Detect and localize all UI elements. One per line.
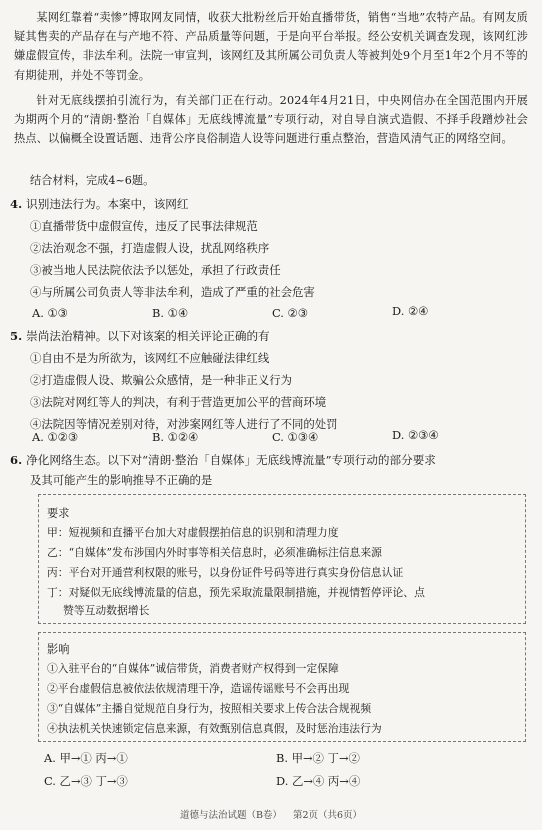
q5-item: ①自由不是为所欲为，该网红不应触碰法律红线: [30, 351, 270, 365]
question-stem-line-1: 净化网络生态。以下对“清朗·整治「自媒体」无底线博流量”专项行动的部分要求: [26, 453, 436, 467]
effect-line: ④执法机关快速锁定信息来源，有效甄别信息真假，及时惩治违法行为: [47, 722, 382, 735]
requirement-line: 丙：平台对开通营利权限的账号，以身份证件号码等进行真实身份信息认证: [47, 566, 404, 579]
q4-option-b[interactable]: B. ①④: [152, 306, 189, 320]
requirement-line-continued: 赞等互动数据增长: [63, 604, 150, 617]
q5-item: ②打造虚假人设、欺骗公众感情，是一种非正义行为: [30, 373, 292, 387]
question-stem-line-2: 及其可能产生的影响推导不正确的是: [30, 473, 213, 487]
requirement-line: 丁：对疑似无底线博流量的信息，预先采取流量限制措施，并视情暂停评论、点: [47, 586, 425, 599]
question-number: 5.: [10, 329, 23, 343]
material-paragraph-1: 某网红靠着“卖惨”博取网友同情，收获大批粉丝后开始直播带货，销售“当地”农特产品。有网友质疑其售卖的产品存在与产地不符、产品质量等问题，于是向平台举报。经公安机关调查发现，该网红涉嫌虚假宣传，非法牟利。法院一审宣判，该网红及其所属公司负责人等被判处9个月至1年2个月不等的有期徒刑，并处不等罚金。: [14, 11, 528, 82]
question-4: [10, 196, 188, 212]
q5-option-b[interactable]: B. ①②④: [152, 430, 199, 444]
q6-option-a[interactable]: A. 甲→① 丙→①: [44, 751, 128, 765]
q4-item: ①直播带货中虚假宣传，违反了民事法律规范: [30, 219, 258, 233]
q5-option-d[interactable]: D. ②③④: [392, 428, 439, 442]
footer-page-number: 第2页（共6页）: [292, 810, 363, 821]
q5-option-c[interactable]: C. ①③④: [272, 430, 319, 444]
question-stem: 崇尚法治精神。以下对该案的相关评论正确的有: [26, 329, 270, 343]
q4-item: ④与所属公司负责人等非法牟利，造成了严重的社会危害: [30, 285, 315, 299]
requirement-line: 甲：短视频和直播平台加大对虚假摆拍信息的识别和清理力度: [47, 526, 339, 539]
effect-line: ③“自媒体”主播自觉规范自身行为，按照相关要求上传合法合规视频: [47, 702, 372, 715]
q5-option-a[interactable]: A. ①②③: [32, 430, 79, 444]
q6-option-d[interactable]: D. 乙→④ 丙→④: [276, 774, 361, 788]
q5-item: ③法院对网红等人的判决，有利于营造更加公平的营商环境: [30, 395, 327, 409]
effects-heading: 影响: [47, 643, 70, 656]
question-number: 4.: [10, 197, 23, 211]
material-paragraph-2: 针对无底线摆拍引流行为，有关部门正在行动。2024年4月21日，中央网信办在全国范围内开展为期两个月的“清朗·整治「自媒体」无底线博流量”专项行动，对自导自演式造假、不择手段蹭炒社会热点、以偏概全设置话题、违背公序良俗制造人设等问题进行重点整治，营造风清气正的网络空间。: [14, 94, 528, 146]
instruction-lead: 结合材料，完成4~6题。: [30, 174, 155, 187]
page-footer: [0, 807, 542, 821]
effects-box: [38, 632, 526, 742]
q6-option-b[interactable]: B. 甲→② 丁→②: [276, 751, 360, 765]
requirements-box: [38, 494, 526, 624]
q4-item: ②法治观念不强，打造虚假人设，扰乱网络秩序: [30, 241, 270, 255]
requirements-heading: 要求: [47, 507, 70, 520]
q4-item: ③被当地人民法院依法予以惩处，承担了行政责任: [30, 263, 281, 277]
q4-option-a[interactable]: A. ①③: [32, 306, 68, 320]
effect-line: ②平台虚假信息被依法依规清理干净，造谣传谣账号不会再出现: [47, 682, 350, 695]
requirement-line: 乙：“自媒体”发布涉国内外时事等相关信息时，必须准确标注信息来源: [47, 546, 382, 559]
footer-title: 道德与法治试题（B卷）: [179, 810, 282, 821]
question-6: [10, 452, 436, 468]
q4-option-d[interactable]: D. ②④: [392, 304, 429, 318]
question-number: 6.: [10, 453, 23, 467]
effect-line: ①入驻平台的“自媒体”诚信带货，消费者财产权得到一定保障: [47, 662, 339, 675]
q5-item: ④法院因等情况差别对待，对涉案网红等人进行了不同的处罚: [30, 417, 338, 431]
q6-option-c[interactable]: C. 乙→③ 丁→③: [44, 774, 128, 788]
q4-option-c[interactable]: C. ②③: [272, 306, 308, 320]
question-stem: 识别违法行为。本案中，该网红: [26, 197, 189, 211]
question-5: [10, 328, 270, 344]
